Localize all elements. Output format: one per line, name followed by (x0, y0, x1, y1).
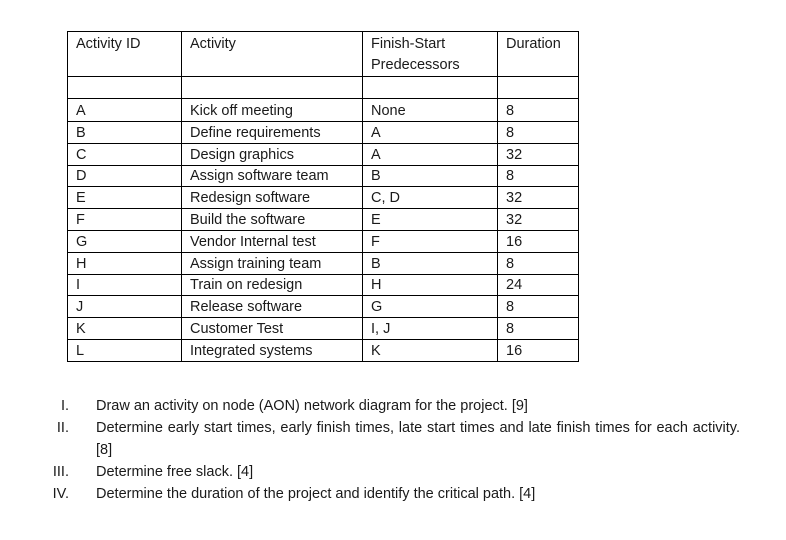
header-predecessors-line2: Predecessors (371, 57, 460, 73)
header-activity: Activity (182, 32, 363, 77)
cell-predecessors: A (363, 122, 498, 144)
cell-predecessors: G (363, 296, 498, 318)
cell-activity: Design graphics (182, 143, 363, 165)
table-row (68, 274, 579, 296)
blank-cell (182, 77, 363, 99)
question-text: Determine early start times, early finish times, late start times and late finish times for each activity. [8] (96, 420, 740, 458)
question-item (40, 483, 740, 505)
table-row (68, 318, 579, 340)
header-activity-id: Activity ID (68, 32, 182, 77)
cell-activity-id: I (68, 274, 182, 296)
question-number: IV. (52, 486, 69, 502)
cell-duration: 32 (498, 143, 579, 165)
cell-activity: Assign training team (182, 252, 363, 274)
cell-duration: 8 (498, 165, 579, 187)
table-row (68, 122, 579, 144)
table-row (68, 339, 579, 361)
cell-activity: Vendor Internal test (182, 230, 363, 252)
cell-activity: Assign software team (182, 165, 363, 187)
question-number: III. (52, 464, 69, 480)
cell-duration: 8 (498, 252, 579, 274)
blank-cell (498, 77, 579, 99)
cell-predecessors: B (363, 165, 498, 187)
cell-activity-id: H (68, 252, 182, 274)
question-item (40, 395, 740, 417)
cell-predecessors: None (363, 99, 498, 122)
cell-predecessors: C, D (363, 187, 498, 209)
cell-activity-id: D (68, 165, 182, 187)
cell-duration: 24 (498, 274, 579, 296)
cell-activity: Release software (182, 296, 363, 318)
cell-predecessors: B (363, 252, 498, 274)
cell-activity-id: K (68, 318, 182, 340)
blank-row (68, 77, 579, 99)
cell-predecessors: K (363, 339, 498, 361)
table-row (68, 252, 579, 274)
question-text: Draw an activity on node (AON) network diagram for the project. [9] (96, 398, 528, 414)
cell-activity-id: B (68, 122, 182, 144)
table-row (68, 296, 579, 318)
cell-activity: Customer Test (182, 318, 363, 340)
cell-predecessors: I, J (363, 318, 498, 340)
cell-activity: Define requirements (182, 122, 363, 144)
cell-activity: Redesign software (182, 187, 363, 209)
cell-activity-id: A (68, 99, 182, 122)
cell-activity: Train on redesign (182, 274, 363, 296)
question-text: Determine free slack. [4] (96, 464, 254, 480)
activity-table (67, 31, 579, 362)
cell-activity: Build the software (182, 209, 363, 231)
cell-activity: Kick off meeting (182, 99, 363, 122)
cell-activity-id: E (68, 187, 182, 209)
cell-duration: 32 (498, 187, 579, 209)
cell-duration: 32 (498, 209, 579, 231)
cell-activity-id: G (68, 230, 182, 252)
cell-activity-id: L (68, 339, 182, 361)
cell-predecessors: H (363, 274, 498, 296)
cell-predecessors: E (363, 209, 498, 231)
table-row (68, 165, 579, 187)
table-row (68, 187, 579, 209)
cell-activity-id: C (68, 143, 182, 165)
cell-duration: 8 (498, 318, 579, 340)
cell-activity-id: J (68, 296, 182, 318)
question-text: Determine the duration of the project and identify the critical path. [4] (96, 486, 536, 502)
cell-duration: 16 (498, 230, 579, 252)
header-duration: Duration (498, 32, 579, 77)
cell-duration: 16 (498, 339, 579, 361)
blank-cell (363, 77, 498, 99)
table-row (68, 209, 579, 231)
cell-predecessors: A (363, 143, 498, 165)
cell-duration: 8 (498, 122, 579, 144)
cell-duration: 8 (498, 296, 579, 318)
question-number: I. (60, 398, 69, 414)
question-list (40, 395, 740, 505)
header-row (68, 32, 579, 77)
question-item (40, 461, 740, 483)
table-row (68, 99, 579, 122)
header-predecessors (363, 32, 498, 77)
question-item (40, 417, 740, 461)
cell-activity: Integrated systems (182, 339, 363, 361)
table-row (68, 230, 579, 252)
header-predecessors-line1: Finish-Start (371, 36, 446, 52)
cell-predecessors: F (363, 230, 498, 252)
cell-duration: 8 (498, 99, 579, 122)
cell-activity-id: F (68, 209, 182, 231)
question-number: II. (56, 420, 69, 436)
table-row (68, 143, 579, 165)
blank-cell (68, 77, 182, 99)
